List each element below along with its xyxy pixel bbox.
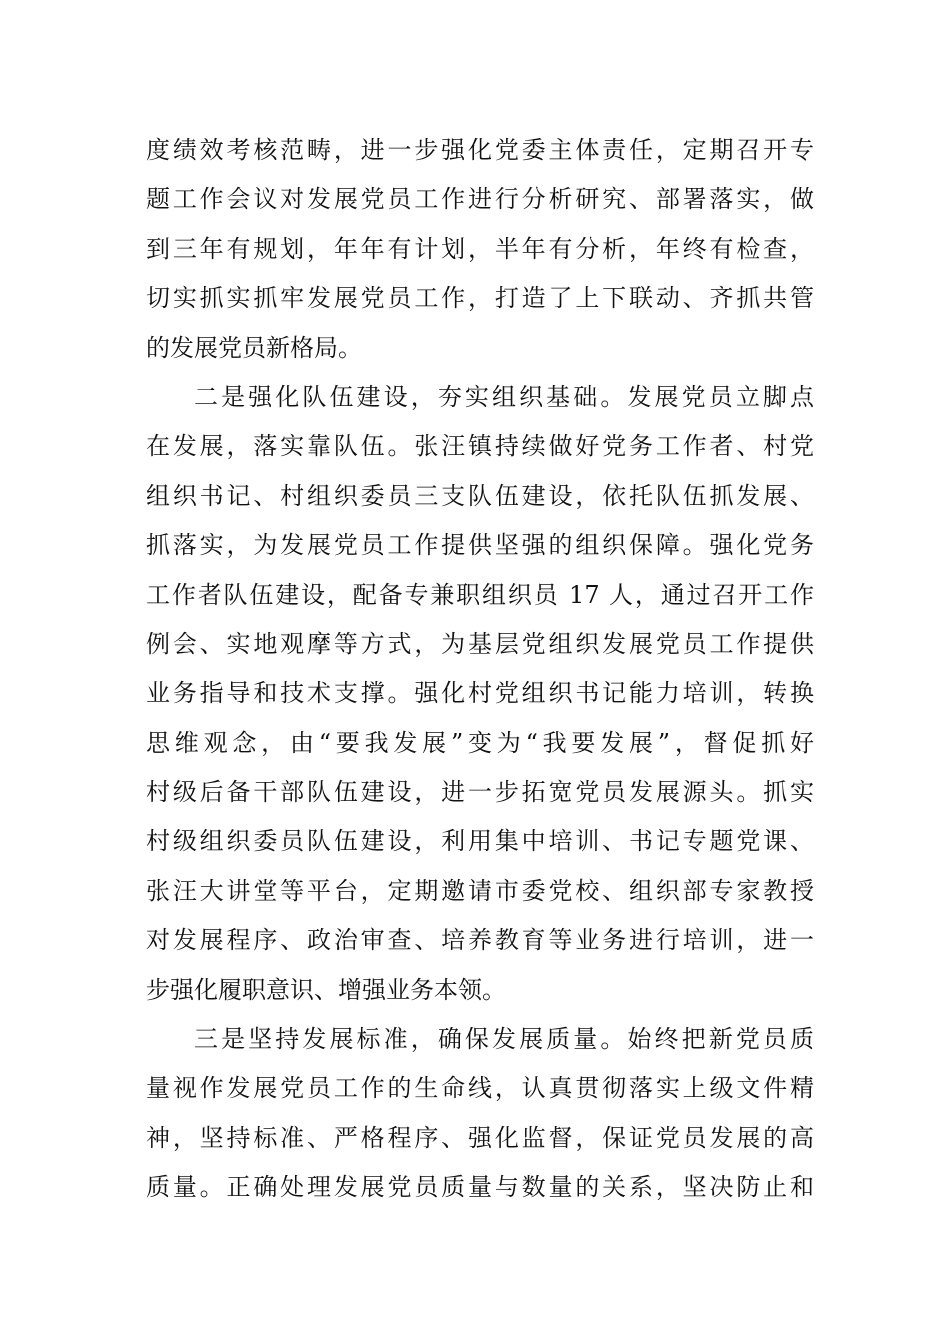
text-line: 思维观念，由“要我发展”变为“我要发展”，督促抓好 (146, 728, 814, 757)
text-line: 到三年有规划，年年有计划，半年有分析，年终有检查， (146, 234, 814, 263)
paragraph-first-line: 三是坚持发展标准，确保发展质量。始终把新党员质 (194, 1025, 814, 1054)
text-line: 抓落实，为发展党员工作提供坚强的组织保障。强化党务 (146, 531, 814, 560)
text-line: 对发展程序、政治审查、培养教育等业务进行培训，进一 (146, 926, 814, 955)
text-line: 村级组织委员队伍建设，利用集中培训、书记专题党课、 (146, 827, 814, 856)
text-line: 质量。正确处理发展党员质量与数量的关系，坚决防止和 (146, 1173, 814, 1202)
text-line: 业务指导和技术支撑。强化村党组织书记能力培训，转换 (146, 679, 814, 708)
text-line: 组织书记、村组织委员三支队伍建设，依托队伍抓发展、 (146, 481, 814, 510)
paragraph-first-line: 二是强化队伍建设，夯实组织基础。发展党员立脚点 (194, 382, 814, 411)
text-line: 步强化履职意识、增强业务本领。 (146, 975, 506, 1004)
document-body (146, 126, 814, 1213)
text-line: 例会、实地观摩等方式，为基层党组织发展党员工作提供 (146, 629, 814, 658)
text-line: 的发展党员新格局。 (146, 333, 362, 362)
text-line: 村级后备干部队伍建设，进一步拓宽党员发展源头。抓实 (146, 778, 814, 807)
text-line: 在发展，落实靠队伍。张汪镇持续做好党务工作者、村党 (146, 432, 814, 461)
text-line: 度绩效考核范畴，进一步强化党委主体责任，定期召开专 (146, 136, 814, 164)
text-line: 切实抓实抓牢发展党员工作，打造了上下联动、齐抓共管 (146, 284, 814, 313)
text-line: 工作者队伍建设，配备专兼职组织员 17 人，通过召开工作 (146, 580, 814, 609)
text-line: 神，坚持标准、严格程序、强化监督，保证党员发展的高 (146, 1123, 814, 1152)
text-line: 张汪大讲堂等平台，定期邀请市委党校、组织部专家教授 (146, 876, 814, 905)
text-line: 题工作会议对发展党员工作进行分析研究、部署落实，做 (146, 185, 814, 214)
text-line: 量视作发展党员工作的生命线，认真贯彻落实上级文件精 (146, 1074, 814, 1103)
